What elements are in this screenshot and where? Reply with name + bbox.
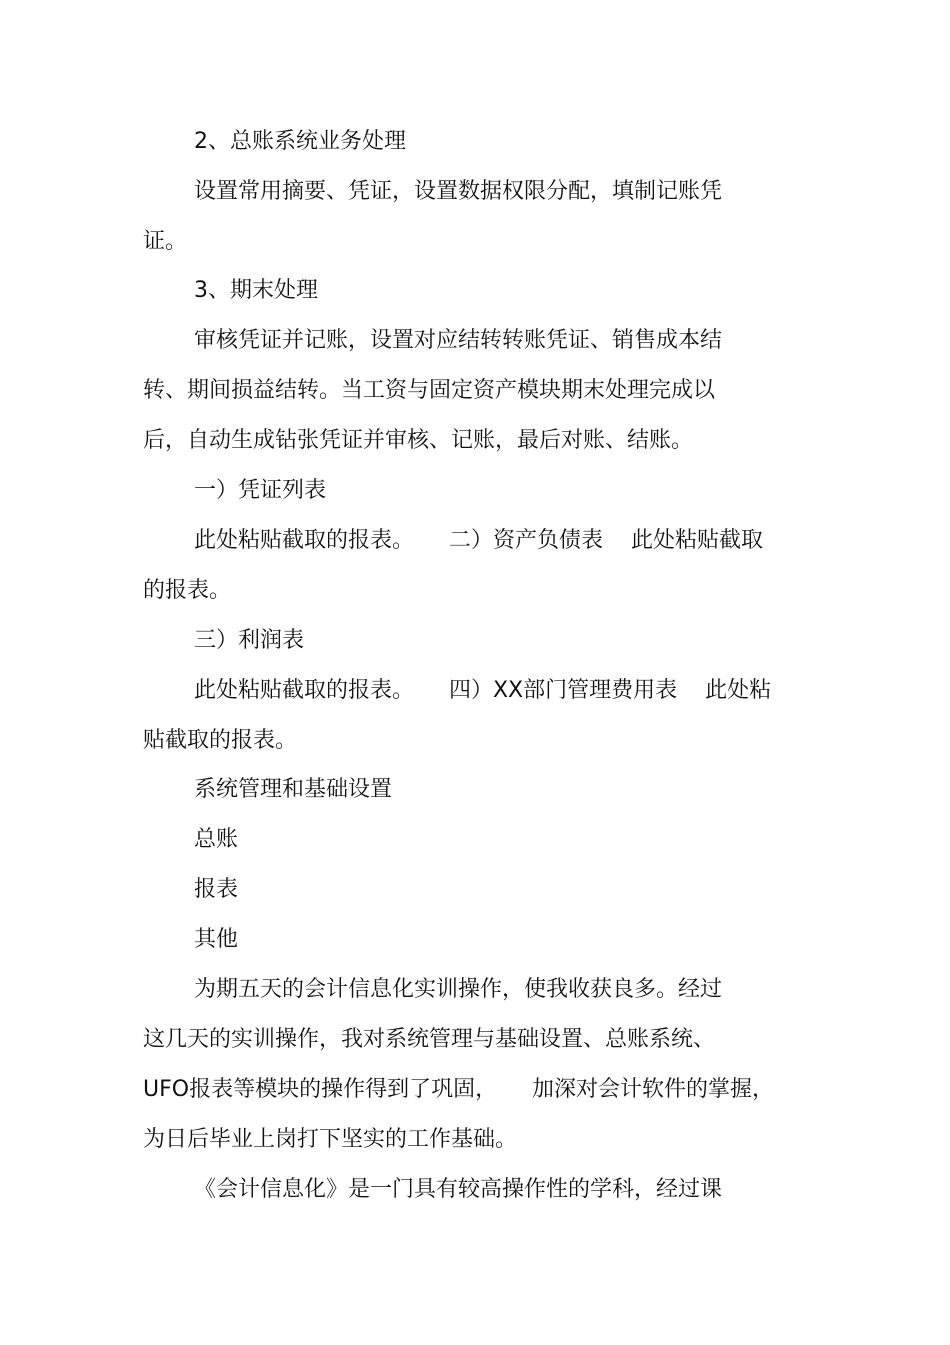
- paragraph-line: 这几天的实训操作，我对系统管理与基础设置、总账系统、: [143, 1027, 716, 1052]
- heading-period-end: 3、期末处理: [194, 278, 318, 303]
- subheading-income-statement: 三）利润表: [194, 628, 305, 653]
- paragraph-line: 此处粘贴截取的报表。 四）XX部门管理费用表 此处粘: [194, 678, 772, 703]
- paragraph-line: 为日后毕业上岗打下坚实的工作基础。: [143, 1127, 518, 1152]
- paragraph-line: 审核凭证并记账，设置对应结转转账凭证、销售成本结: [194, 328, 723, 353]
- paragraph-line: 证。: [143, 229, 188, 254]
- paragraph-line: 转、期间损益结转。当工资与固定资产模块期末处理完成以: [143, 378, 716, 403]
- list-item: 总账: [194, 827, 239, 852]
- paragraph-line: UFO报表等模块的操作得到了巩固， 加深对会计软件的掌握，: [143, 1077, 775, 1102]
- paragraph-line: 贴截取的报表。: [143, 728, 298, 753]
- subheading-voucher-list: 一）凭证列表: [194, 478, 327, 503]
- paragraph-line: 后，自动生成钻张凭证并审核、记账，最后对账、结账。: [143, 428, 694, 453]
- heading-general-ledger: 2、总账系统业务处理: [194, 129, 406, 154]
- list-item: 系统管理和基础设置: [194, 777, 393, 802]
- paragraph-line: 《会计信息化》是一门具有较高操作性的学科，经过课: [194, 1177, 723, 1202]
- list-item: 报表: [194, 877, 239, 902]
- list-item: 其他: [194, 927, 239, 952]
- paragraph-line: 的报表。: [143, 578, 232, 603]
- paragraph-line: 设置常用摘要、凭证，设置数据权限分配，填制记账凭: [194, 179, 723, 204]
- paragraph-line: 为期五天的会计信息化实训操作，使我收获良多。经过: [194, 977, 723, 1002]
- paragraph-line: 此处粘贴截取的报表。 二）资产负债表 此处粘贴截取: [194, 528, 763, 553]
